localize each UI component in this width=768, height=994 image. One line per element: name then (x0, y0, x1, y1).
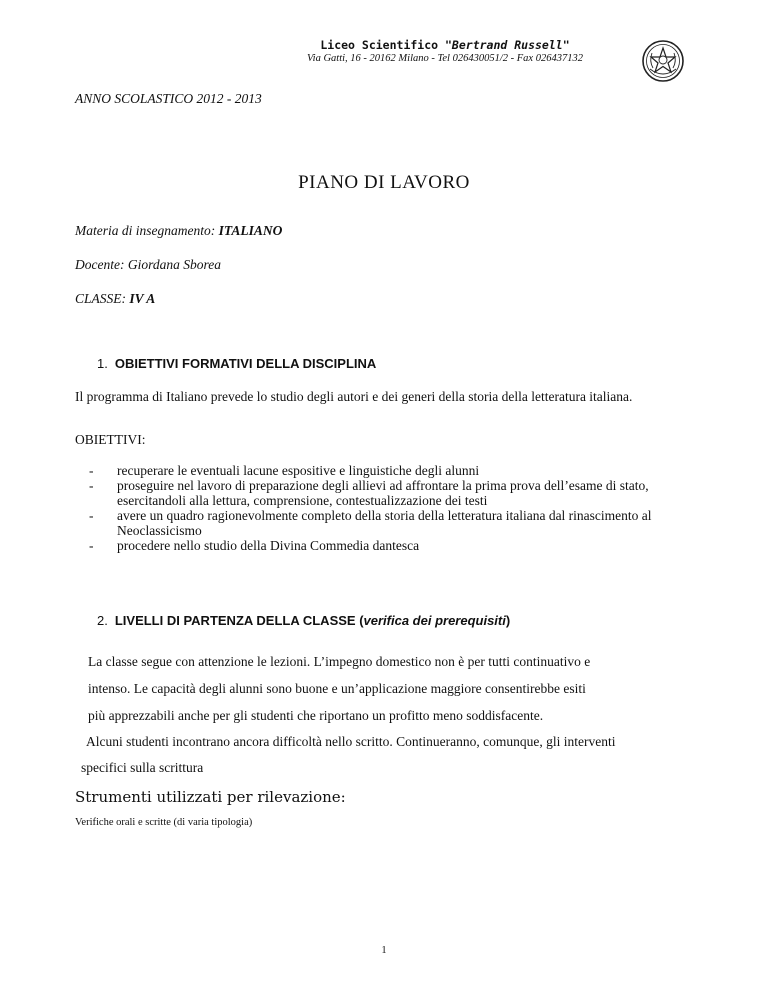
section-2-line: La classe segue con attenzione le lezioni. L’impegno domestico non è per tutti continuativo e (88, 654, 591, 669)
school-header (280, 38, 610, 64)
section-1-heading: 1. OBIETTIVI FORMATIVI DELLA DISCIPLINA (97, 356, 377, 371)
section-2-line: più apprezzabili anche per gli studenti che riportano un profitto meno soddisfacente. (88, 708, 544, 723)
tools-heading: Strumenti utilizzati per rilevazione: (75, 788, 346, 806)
list-item: - proseguire nel lavoro di preparazione degli allievi ad affrontare la prima prova dell’esame di stato, esercitandoli alla lettura, comprensione, contestualizzazione dei testi (89, 478, 649, 508)
subject-line: Materia di insegnamento: ITALIANO (75, 223, 283, 238)
page-title: PIANO DI LAVORO (298, 172, 470, 193)
teacher-line: Docente: Giordana Sborea (75, 257, 221, 272)
section-2-line: specifici sulla scrittura (81, 760, 204, 775)
section-1-intro: Il programma di Italiano prevede lo studio degli autori e dei generi della storia della letteratura italiana. (75, 389, 633, 404)
school-address: Via Gatti, 16 - 20162 Milano - Tel 026430051/2 - Fax 026437132 (307, 53, 583, 64)
school-year: ANNO SCOLASTICO 2012 - 2013 (75, 91, 262, 106)
objectives-list (89, 463, 709, 553)
section-2-line: intenso. Le capacità degli alunni sono buone e un’applicazione maggiore consentirebbe esiti (88, 681, 586, 696)
school-name: Liceo Scientifico "Bertrand Russell" (320, 38, 570, 52)
page-number: 1 (381, 945, 387, 956)
italian-republic-emblem-icon (641, 39, 685, 83)
list-item: - procedere nello studio della Divina Commedia dantesca (89, 538, 420, 553)
list-item: - recuperare le eventuali lacune espositive e linguistiche degli alunni (89, 463, 480, 478)
tools-text: Verifiche orali e scritte (di varia tipologia) (75, 817, 253, 828)
class-line: CLASSE: IV A (75, 291, 156, 306)
objectives-label: OBIETTIVI: (75, 432, 146, 447)
section-2-heading: 2. LIVELLI DI PARTENZA DELLA CLASSE (verifica dei prerequisiti) (97, 613, 511, 628)
section-2-line: Alcuni studenti incontrano ancora difficoltà nello scritto. Continueranno, comunque, gli interventi (86, 734, 616, 749)
list-item: - avere un quadro ragionevolmente completo della storia della letteratura italiana dal rinascimento al Neoclassicismo (89, 508, 652, 538)
